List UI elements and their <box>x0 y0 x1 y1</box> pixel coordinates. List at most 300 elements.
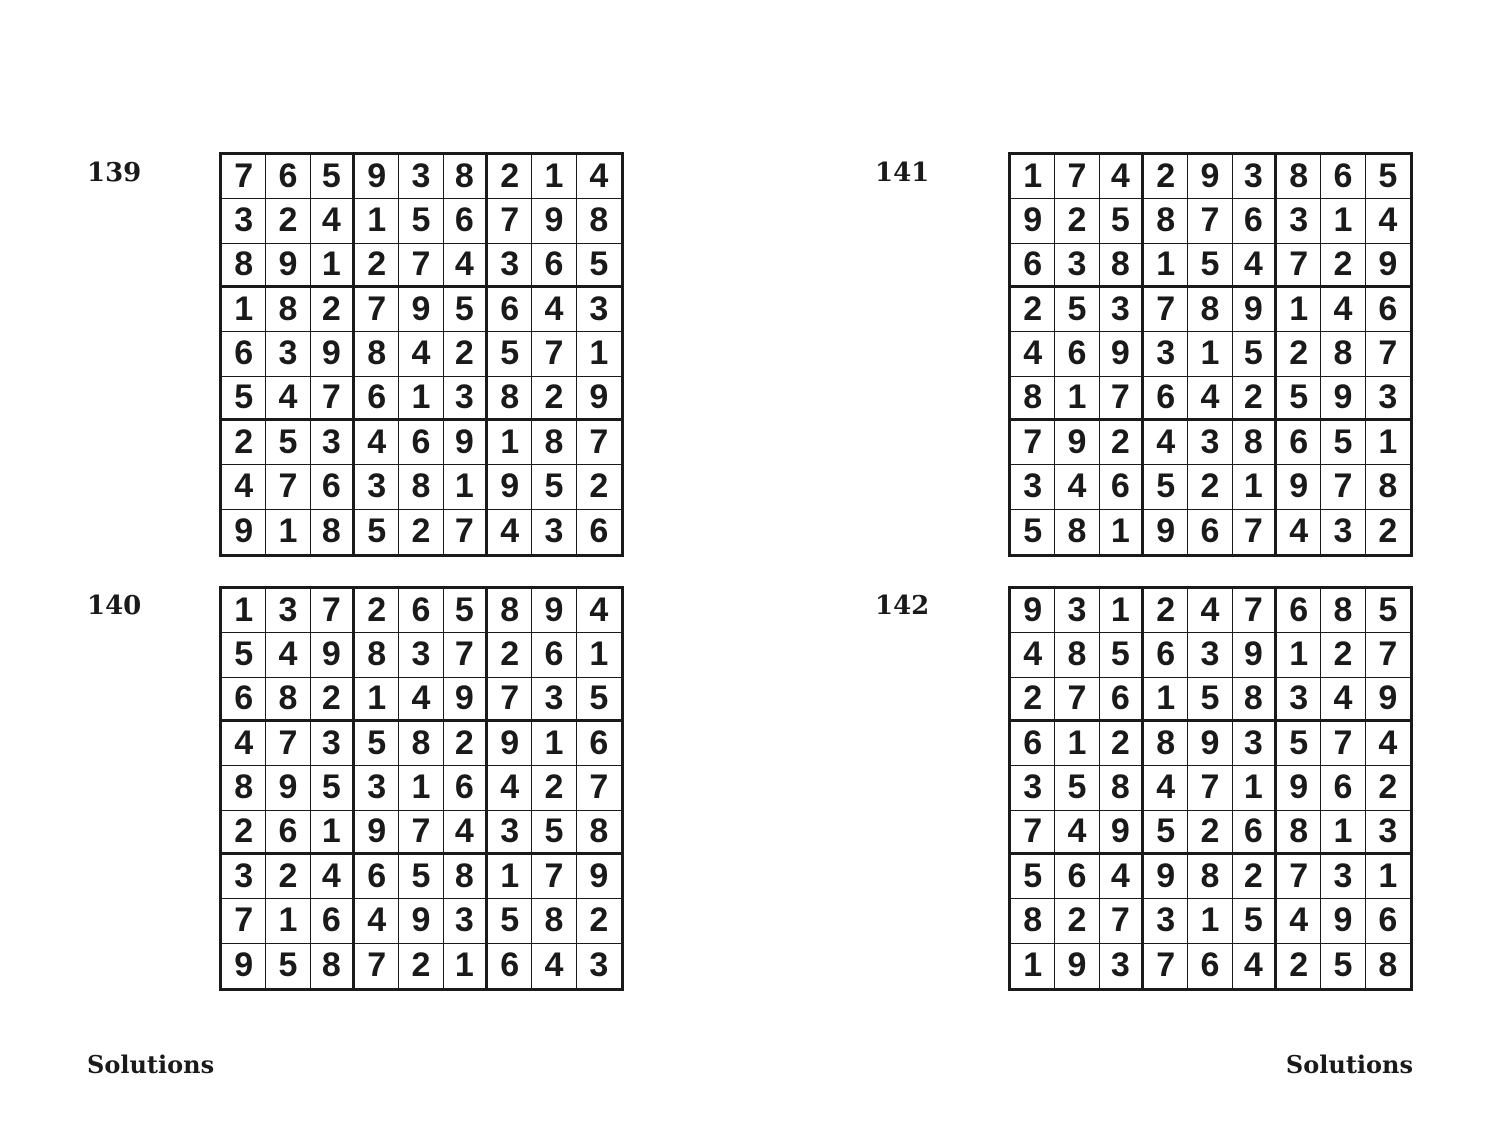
grid-cell: 6 <box>222 678 266 722</box>
grid-cell: 5 <box>532 465 576 509</box>
grid-cell: 4 <box>1100 855 1144 899</box>
grid-cell: 9 <box>1144 510 1188 554</box>
grid-cell: 4 <box>1321 288 1365 332</box>
grid-cell: 1 <box>488 421 532 465</box>
grid-cell: 7 <box>266 722 310 766</box>
grid-cell: 6 <box>399 421 443 465</box>
grid-cell: 5 <box>355 722 399 766</box>
grid-cell: 2 <box>1100 421 1144 465</box>
grid-cell: 1 <box>1188 332 1232 376</box>
grid-cell: 2 <box>1366 766 1410 810</box>
grid-cell: 4 <box>1188 589 1232 633</box>
grid-cell: 3 <box>355 766 399 810</box>
grid-cell: 7 <box>1144 944 1188 988</box>
grid-cell: 6 <box>1366 288 1410 332</box>
footer-right-label: Solutions <box>1285 1050 1413 1079</box>
grid-cell: 8 <box>1100 244 1144 288</box>
grid-cell: 3 <box>1188 421 1232 465</box>
grid-cell: 3 <box>1366 811 1410 855</box>
grid-cell: 3 <box>266 589 310 633</box>
grid-cell: 3 <box>1321 510 1365 554</box>
grid-cell: 5 <box>1188 244 1232 288</box>
grid-cell: 9 <box>1144 855 1188 899</box>
grid-cell: 1 <box>444 465 488 509</box>
grid-cell: 1 <box>1055 722 1099 766</box>
grid-cell: 7 <box>1321 465 1365 509</box>
grid-cell: 5 <box>311 155 355 199</box>
grid-cell: 7 <box>355 288 399 332</box>
grid-cell: 4 <box>1011 633 1055 677</box>
grid-cell: 7 <box>1321 722 1365 766</box>
grid-cell: 4 <box>1321 678 1365 722</box>
grid-cell: 6 <box>1011 244 1055 288</box>
grid-cell: 6 <box>1144 377 1188 421</box>
grid-cell: 3 <box>355 465 399 509</box>
grid-cell: 3 <box>488 811 532 855</box>
grid-cell: 2 <box>266 855 310 899</box>
grid-cell: 4 <box>355 899 399 943</box>
grid-cell: 9 <box>266 766 310 810</box>
grid-cell: 3 <box>1055 244 1099 288</box>
grid-cell: 2 <box>1277 332 1321 376</box>
grid-cell: 3 <box>1233 722 1277 766</box>
grid-cell: 8 <box>577 811 621 855</box>
grid-cell: 4 <box>577 589 621 633</box>
grid-cell: 5 <box>532 811 576 855</box>
grid-cell: 4 <box>1055 465 1099 509</box>
grid-cell: 4 <box>488 766 532 810</box>
grid-cell: 2 <box>222 421 266 465</box>
puzzle-number-142: 142 <box>875 591 930 621</box>
grid-cell: 4 <box>311 199 355 243</box>
grid-cell: 3 <box>1321 855 1365 899</box>
sudoku-grid-139 <box>219 152 624 557</box>
grid-cell: 2 <box>1011 678 1055 722</box>
grid-cell: 4 <box>577 155 621 199</box>
sudoku-grid-142 <box>1008 586 1413 991</box>
grid-cell: 7 <box>1366 332 1410 376</box>
grid-cell: 9 <box>532 589 576 633</box>
grid-cell: 3 <box>1277 199 1321 243</box>
grid-cell: 9 <box>1233 633 1277 677</box>
grid-cell: 1 <box>1366 855 1410 899</box>
grid-cell: 2 <box>1321 633 1365 677</box>
grid-cell: 6 <box>1144 633 1188 677</box>
grid-cell: 9 <box>532 199 576 243</box>
grid-cell: 9 <box>1011 589 1055 633</box>
grid-cell: 7 <box>1366 633 1410 677</box>
grid-cell: 7 <box>222 155 266 199</box>
grid-cell: 8 <box>1144 199 1188 243</box>
grid-cell: 3 <box>488 244 532 288</box>
grid-cell: 4 <box>222 465 266 509</box>
grid-cell: 9 <box>488 722 532 766</box>
grid-cell: 8 <box>399 465 443 509</box>
grid-cell: 2 <box>1277 944 1321 988</box>
grid-cell: 4 <box>1366 722 1410 766</box>
grid-cell: 5 <box>1233 332 1277 376</box>
grid-cell: 3 <box>532 678 576 722</box>
grid-cell: 2 <box>444 332 488 376</box>
grid-cell: 8 <box>355 633 399 677</box>
grid-cell: 7 <box>444 633 488 677</box>
grid-cell: 9 <box>1277 766 1321 810</box>
grid-cell: 6 <box>355 377 399 421</box>
grid-cell: 6 <box>1188 944 1232 988</box>
puzzle-number-140: 140 <box>87 591 142 621</box>
grid-cell: 8 <box>266 288 310 332</box>
grid-cell: 7 <box>311 589 355 633</box>
grid-cell: 2 <box>399 944 443 988</box>
grid-cell: 9 <box>577 377 621 421</box>
grid-cell: 8 <box>1011 899 1055 943</box>
grid-cell: 6 <box>1321 155 1365 199</box>
grid-cell: 7 <box>1100 899 1144 943</box>
grid-cell: 8 <box>1233 678 1277 722</box>
grid-cell: 4 <box>1366 199 1410 243</box>
grid-cell: 7 <box>1233 510 1277 554</box>
grid-cell: 6 <box>1277 589 1321 633</box>
grid-cell: 8 <box>488 589 532 633</box>
grid-cell: 1 <box>577 332 621 376</box>
grid-cell: 8 <box>1321 589 1365 633</box>
grid-cell: 7 <box>1011 421 1055 465</box>
grid-cell: 7 <box>1188 199 1232 243</box>
grid-cell: 6 <box>1100 678 1144 722</box>
grid-cell: 3 <box>1233 155 1277 199</box>
grid-cell: 7 <box>355 944 399 988</box>
grid-cell: 5 <box>266 944 310 988</box>
grid-cell: 6 <box>1100 465 1144 509</box>
grid-cell: 5 <box>1055 766 1099 810</box>
sudoku-grid-141 <box>1008 152 1413 557</box>
grid-cell: 9 <box>355 811 399 855</box>
grid-cell: 5 <box>1011 855 1055 899</box>
grid-cell: 2 <box>1378 512 1398 551</box>
grid-cell: 4 <box>1011 332 1055 376</box>
grid-cell: 9 <box>222 944 266 988</box>
grid-cell: 5 <box>577 678 621 722</box>
grid-cell: 5 <box>1144 811 1188 855</box>
grid-cell: 9 <box>1321 377 1365 421</box>
grid-cell: 3 <box>399 155 443 199</box>
grid-cell: 9 <box>444 421 488 465</box>
grid-cell: 4 <box>444 244 488 288</box>
grid-cell: 9 <box>1055 944 1099 988</box>
grid-cell: 7 <box>266 465 310 509</box>
grid-cell: 1 <box>444 944 488 988</box>
grid-cell: 7 <box>444 510 488 554</box>
grid-cell: 1 <box>266 899 310 943</box>
grid-cell: 4 <box>1055 811 1099 855</box>
grid-cell: 9 <box>399 899 443 943</box>
grid-cell: 2 <box>266 199 310 243</box>
grid-cell: 7 <box>399 811 443 855</box>
grid-cell: 1 <box>1100 510 1144 554</box>
grid-cell: 9 <box>577 855 621 899</box>
grid-cell: 6 <box>266 811 310 855</box>
grid-cell: 1 <box>532 722 576 766</box>
grid-cell: 5 <box>1055 288 1099 332</box>
grid-cell: 2 <box>1188 465 1232 509</box>
grid-cell: 3 <box>311 421 355 465</box>
grid-cell: 9 <box>222 510 266 554</box>
grid-cell: 1 <box>1277 633 1321 677</box>
grid-cell: 9 <box>1100 811 1144 855</box>
grid-cell: 2 <box>1188 811 1232 855</box>
grid-cell: 4 <box>1188 377 1232 421</box>
grid-cell: 1 <box>222 288 266 332</box>
grid-cell: 4 <box>1144 421 1188 465</box>
grid-cell: 2 <box>444 722 488 766</box>
grid-cell: 8 <box>1378 946 1398 985</box>
grid-cell: 9 <box>488 465 532 509</box>
sudoku-grid-140 <box>219 586 624 991</box>
grid-cell: 6 <box>1233 199 1277 243</box>
grid-cell: 5 <box>399 199 443 243</box>
grid-cell: 3 <box>222 855 266 899</box>
grid-cell: 3 <box>266 332 310 376</box>
grid-cell: 7 <box>532 855 576 899</box>
grid-cell: 3 <box>444 899 488 943</box>
grid-cell: 6 <box>444 199 488 243</box>
grid-cell: 8 <box>1277 155 1321 199</box>
grid-cell: 6 <box>399 589 443 633</box>
grid-cell: 8 <box>311 510 355 554</box>
grid-cell: 5 <box>1100 199 1144 243</box>
puzzle-number-141: 141 <box>875 158 930 188</box>
grid-cell: 5 <box>1321 944 1365 988</box>
grid-cell: 7 <box>488 678 532 722</box>
grid-cell: 3 <box>1100 288 1144 332</box>
grid-cell: 5 <box>1321 421 1365 465</box>
grid-cell: 4 <box>266 377 310 421</box>
grid-cell: 3 <box>1055 589 1099 633</box>
grid-cell: 8 <box>444 855 488 899</box>
grid-cell: 7 <box>532 332 576 376</box>
grid-cell: 8 <box>444 155 488 199</box>
grid-cell: 7 <box>577 766 621 810</box>
grid-cell: 3 <box>222 199 266 243</box>
grid-cell: 4 <box>266 633 310 677</box>
grid-cell: 1 <box>355 678 399 722</box>
grid-cell: 1 <box>1233 465 1277 509</box>
grid-cell: 6 <box>311 899 355 943</box>
grid-cell: 1 <box>1233 766 1277 810</box>
grid-cell: 5 <box>1366 155 1410 199</box>
grid-cell: 5 <box>266 421 310 465</box>
grid-cell: 2 <box>488 633 532 677</box>
grid-cell: 3 <box>1144 332 1188 376</box>
grid-cell: 5 <box>1277 722 1321 766</box>
grid-cell: 1 <box>1321 811 1365 855</box>
grid-cell: 8 <box>488 377 532 421</box>
grid-cell: 6 <box>266 155 310 199</box>
grid-cell: 8 <box>399 722 443 766</box>
grid-cell: 8 <box>1055 510 1099 554</box>
grid-cell: 3 <box>1188 633 1232 677</box>
grid-cell: 1 <box>488 855 532 899</box>
grid-cell: 9 <box>1055 421 1099 465</box>
grid-cell: 1 <box>1277 288 1321 332</box>
grid-cell: 5 <box>444 288 488 332</box>
grid-cell: 2 <box>532 377 576 421</box>
grid-cell: 4 <box>488 510 532 554</box>
grid-cell: 2 <box>355 589 399 633</box>
grid-cell: 8 <box>532 421 576 465</box>
grid-cell: 8 <box>1011 377 1055 421</box>
grid-cell: 1 <box>1144 678 1188 722</box>
grid-cell: 5 <box>399 855 443 899</box>
grid-cell: 1 <box>532 155 576 199</box>
grid-cell: 4 <box>444 811 488 855</box>
grid-cell: 1 <box>1055 377 1099 421</box>
grid-cell: 6 <box>1188 510 1232 554</box>
grid-cell: 3 <box>532 510 576 554</box>
grid-cell: 7 <box>1011 811 1055 855</box>
grid-cell: 9 <box>1011 199 1055 243</box>
grid-cell: 8 <box>311 944 355 988</box>
grid-cell: 2 <box>1233 377 1277 421</box>
grid-cell: 5 <box>222 377 266 421</box>
grid-cell: 6 <box>1366 899 1410 943</box>
grid-cell: 1 <box>355 199 399 243</box>
grid-cell: 3 <box>399 633 443 677</box>
grid-cell: 1 <box>1188 899 1232 943</box>
grid-cell: 7 <box>222 899 266 943</box>
grid-cell: 6 <box>532 244 576 288</box>
grid-cell: 3 <box>1366 377 1410 421</box>
grid-cell: 1 <box>222 589 266 633</box>
grid-cell: 1 <box>311 244 355 288</box>
grid-cell: 2 <box>311 288 355 332</box>
grid-cell: 2 <box>1011 288 1055 332</box>
grid-cell: 2 <box>1100 722 1144 766</box>
grid-cell: 3 <box>444 377 488 421</box>
grid-cell: 1 <box>311 811 355 855</box>
grid-cell: 1 <box>1011 155 1055 199</box>
grid-cell: 6 <box>311 465 355 509</box>
grid-cell: 3 <box>311 722 355 766</box>
puzzle-number-139: 139 <box>87 158 142 188</box>
grid-cell: 2 <box>577 899 621 943</box>
grid-cell: 2 <box>311 678 355 722</box>
grid-cell: 8 <box>1188 288 1232 332</box>
grid-cell: 6 <box>1277 421 1321 465</box>
grid-cell: 1 <box>1011 944 1055 988</box>
grid-cell: 8 <box>1188 855 1232 899</box>
grid-cell: 2 <box>1233 855 1277 899</box>
grid-cell: 5 <box>577 244 621 288</box>
grid-cell: 3 <box>1144 899 1188 943</box>
grid-cell: 8 <box>532 899 576 943</box>
grid-cell: 5 <box>1233 899 1277 943</box>
grid-cell: 2 <box>488 155 532 199</box>
grid-cell: 5 <box>222 633 266 677</box>
footer-left-label: Solutions <box>87 1050 215 1079</box>
grid-cell: 4 <box>1233 944 1277 988</box>
grid-cell: 3 <box>589 946 609 985</box>
grid-cell: 9 <box>1188 155 1232 199</box>
grid-cell: 4 <box>1144 766 1188 810</box>
grid-cell: 8 <box>355 332 399 376</box>
grid-cell: 6 <box>532 633 576 677</box>
grid-cell: 8 <box>1233 421 1277 465</box>
grid-cell: 5 <box>1366 589 1410 633</box>
grid-cell: 4 <box>1277 899 1321 943</box>
grid-cell: 4 <box>399 332 443 376</box>
grid-cell: 4 <box>1277 510 1321 554</box>
grid-cell: 5 <box>1100 633 1144 677</box>
grid-cell: 8 <box>222 766 266 810</box>
grid-cell: 9 <box>399 288 443 332</box>
grid-cell: 8 <box>1055 633 1099 677</box>
grid-cell: 7 <box>1277 244 1321 288</box>
grid-cell: 5 <box>355 510 399 554</box>
grid-cell: 4 <box>1233 244 1277 288</box>
grid-cell: 5 <box>488 899 532 943</box>
grid-cell: 4 <box>1100 155 1144 199</box>
grid-cell: 6 <box>488 944 532 988</box>
grid-cell: 5 <box>1277 377 1321 421</box>
grid-cell: 1 <box>399 766 443 810</box>
grid-cell: 7 <box>1277 855 1321 899</box>
grid-cell: 5 <box>444 589 488 633</box>
grid-cell: 9 <box>1366 244 1410 288</box>
grid-cell: 5 <box>1011 510 1055 554</box>
grid-cell: 4 <box>311 855 355 899</box>
grid-cell: 6 <box>355 855 399 899</box>
grid-cell: 3 <box>1277 678 1321 722</box>
grid-cell: 2 <box>399 510 443 554</box>
grid-cell: 4 <box>532 288 576 332</box>
grid-cell: 7 <box>1100 377 1144 421</box>
grid-cell: 1 <box>266 510 310 554</box>
grid-cell: 9 <box>1100 332 1144 376</box>
grid-cell: 5 <box>488 332 532 376</box>
grid-cell: 9 <box>1188 722 1232 766</box>
grid-cell: 5 <box>1188 678 1232 722</box>
grid-cell: 7 <box>577 421 621 465</box>
grid-cell: 6 <box>444 766 488 810</box>
grid-cell: 2 <box>1144 589 1188 633</box>
grid-cell: 7 <box>488 199 532 243</box>
grid-cell: 3 <box>577 288 621 332</box>
grid-cell: 8 <box>577 199 621 243</box>
grid-cell: 8 <box>1144 722 1188 766</box>
grid-cell: 8 <box>1366 465 1410 509</box>
grid-cell: 9 <box>444 678 488 722</box>
grid-cell: 6 <box>577 722 621 766</box>
grid-cell: 4 <box>222 722 266 766</box>
grid-cell: 2 <box>1055 199 1099 243</box>
grid-cell: 9 <box>311 332 355 376</box>
grid-cell: 1 <box>1144 244 1188 288</box>
grid-cell: 1 <box>1321 199 1365 243</box>
grid-cell: 6 <box>1011 722 1055 766</box>
grid-cell: 7 <box>399 244 443 288</box>
grid-cell: 4 <box>355 421 399 465</box>
grid-cell: 3 <box>1100 944 1144 988</box>
grid-cell: 9 <box>1277 465 1321 509</box>
grid-cell: 3 <box>1011 766 1055 810</box>
grid-cell: 4 <box>399 678 443 722</box>
grid-cell: 6 <box>1233 811 1277 855</box>
grid-cell: 3 <box>1011 465 1055 509</box>
grid-cell: 7 <box>1233 589 1277 633</box>
grid-cell: 1 <box>1366 421 1410 465</box>
grid-cell: 8 <box>222 244 266 288</box>
